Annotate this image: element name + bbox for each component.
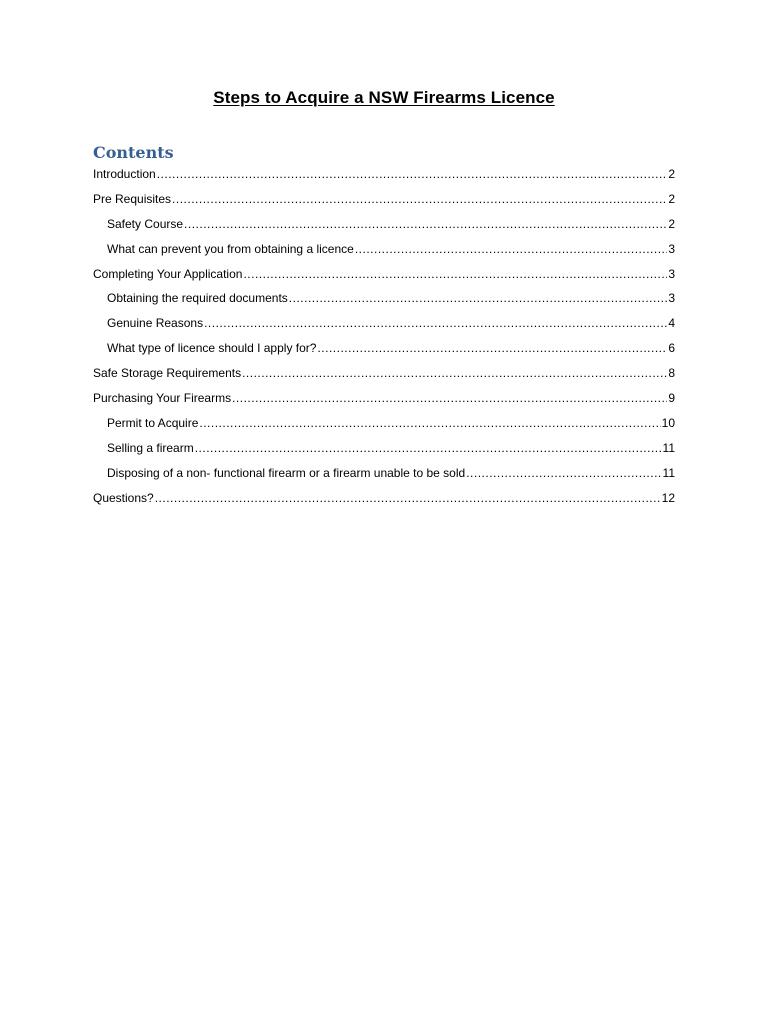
toc-entry-label[interactable]: Safety Course: [107, 216, 184, 231]
toc-dot-leader: [232, 390, 667, 406]
toc-entry-page-number[interactable]: 9: [668, 391, 675, 406]
toc-entry-page-number[interactable]: 3: [668, 266, 675, 281]
toc-dot-leader: [195, 440, 662, 456]
toc-entry[interactable]: [93, 315, 675, 340]
toc-entry-label[interactable]: Safe Storage Requirements: [93, 366, 242, 381]
toc-dot-leader: [155, 490, 661, 506]
toc-entry-label[interactable]: Pre Requisites: [93, 191, 172, 206]
toc-dot-leader: [242, 365, 667, 381]
toc-dot-leader: [243, 266, 667, 282]
toc-entry-label[interactable]: What can prevent you from obtaining a licence: [107, 241, 354, 256]
toc-dot-leader: [466, 465, 661, 481]
toc-entry-label[interactable]: Permit to Acquire: [107, 415, 199, 430]
toc-entry-page-number[interactable]: 6: [668, 341, 675, 356]
toc-entry-page-number[interactable]: 11: [662, 465, 675, 480]
toc-dot-leader: [172, 191, 667, 207]
toc-entry-page-number[interactable]: 2: [668, 191, 675, 206]
toc-entry-label[interactable]: Selling a firearm: [107, 440, 194, 455]
toc-entry-page-number[interactable]: 4: [668, 316, 675, 331]
toc-dot-leader: [204, 315, 667, 331]
toc-entry-page-number[interactable]: 3: [668, 241, 675, 256]
toc-entry-page-number[interactable]: 2: [668, 167, 675, 181]
toc-heading: Contents: [93, 143, 174, 162]
toc-entry[interactable]: [93, 216, 675, 241]
toc-entry-label[interactable]: Disposing of a non- functional firearm or a firearm unable to be sold: [107, 465, 466, 480]
toc-entry[interactable]: [93, 490, 675, 515]
toc-entry[interactable]: [93, 465, 675, 490]
toc-dot-leader: [355, 241, 668, 257]
toc-entry[interactable]: [93, 365, 675, 390]
toc-dot-leader: [199, 415, 660, 431]
toc-entry[interactable]: [93, 415, 675, 440]
toc-dot-leader: [184, 216, 667, 232]
toc-entry-label[interactable]: Completing Your Application: [93, 266, 243, 281]
toc-entry[interactable]: [93, 191, 675, 216]
toc-dot-leader: [317, 340, 667, 356]
toc-entry[interactable]: [93, 166, 675, 191]
toc-entry-label[interactable]: Purchasing Your Firearms: [93, 391, 232, 406]
toc-entry-label[interactable]: Questions?: [93, 490, 154, 505]
toc-dot-leader: [289, 290, 668, 306]
toc-entry-page-number[interactable]: 8: [668, 366, 675, 381]
toc-entry[interactable]: [93, 340, 675, 365]
toc-entry-page-number[interactable]: 12: [661, 490, 675, 505]
document-title: Steps to Acquire a NSW Firearms Licence: [213, 88, 555, 107]
toc-entry-page-number[interactable]: 11: [662, 440, 675, 455]
toc-entry-label[interactable]: Genuine Reasons: [107, 316, 204, 331]
toc-entry-label[interactable]: Introduction: [93, 167, 156, 181]
toc-entry-label[interactable]: What type of licence should I apply for?: [107, 341, 317, 356]
toc-entry[interactable]: [93, 266, 675, 291]
toc-entry[interactable]: [93, 241, 675, 266]
toc-dot-leader: [157, 166, 668, 182]
toc-entry-page-number[interactable]: 10: [661, 415, 675, 430]
toc-entry[interactable]: [93, 390, 675, 415]
table-of-contents: [93, 166, 675, 514]
toc-entry[interactable]: [93, 290, 675, 315]
toc-entry-page-number[interactable]: 3: [668, 291, 675, 306]
toc-entry-label[interactable]: Obtaining the required documents: [107, 291, 288, 306]
toc-entry-page-number[interactable]: 2: [668, 216, 675, 231]
toc-entry[interactable]: [93, 440, 675, 465]
